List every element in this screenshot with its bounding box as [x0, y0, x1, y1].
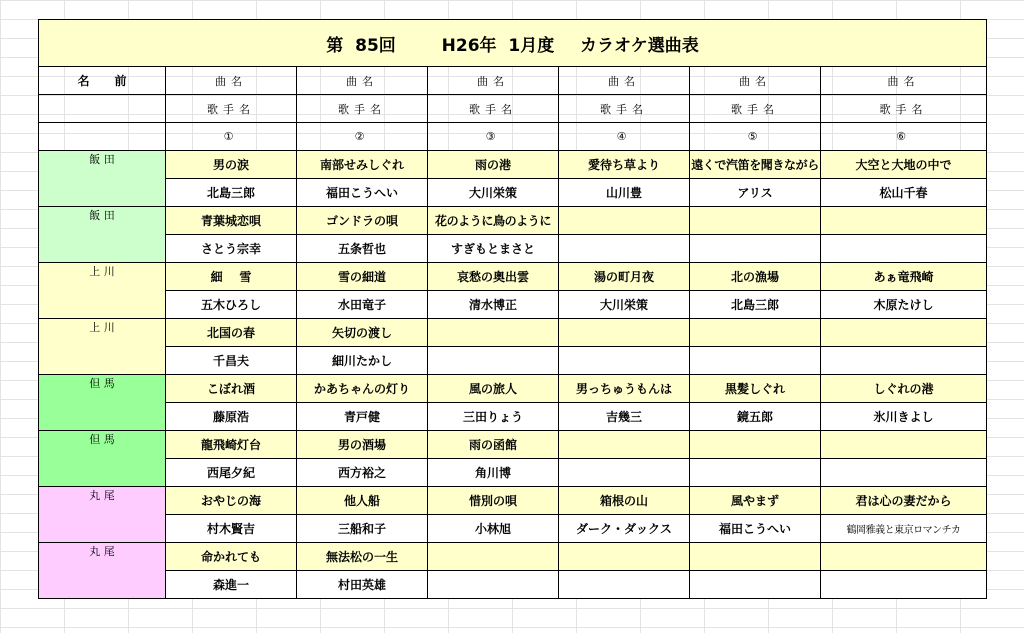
song-cell[interactable]: おやじの海	[166, 487, 297, 515]
artist-cell[interactable]	[559, 347, 690, 375]
song-cell[interactable]: こぼれ酒	[166, 375, 297, 403]
artist-cell[interactable]	[559, 235, 690, 263]
artist-cell[interactable]: 吉幾三	[559, 403, 690, 431]
member-name-cell[interactable]: 飯 田	[39, 207, 166, 263]
artist-cell[interactable]: 森進一	[166, 571, 297, 599]
song-cell[interactable]: 男の酒場	[297, 431, 428, 459]
artist-cell[interactable]: ダーク・ダックス	[559, 515, 690, 543]
artist-header-2[interactable]: 歌手名	[297, 95, 428, 123]
song-cell[interactable]: 南部せみしぐれ	[297, 151, 428, 179]
song-cell[interactable]	[821, 319, 987, 347]
member-name-cell[interactable]: 丸 尾	[39, 487, 166, 543]
column-number-1[interactable]: ①	[166, 123, 297, 151]
song-cell[interactable]: 大空と大地の中で	[821, 151, 987, 179]
song-header-5[interactable]: 曲名	[690, 67, 821, 95]
artist-cell[interactable]: 村田英雄	[297, 571, 428, 599]
artist-cell[interactable]: 福田こうへい	[690, 515, 821, 543]
song-cell[interactable]	[559, 431, 690, 459]
artist-cell[interactable]: 木原たけし	[821, 291, 987, 319]
artist-cell[interactable]: 細川たかし	[297, 347, 428, 375]
artist-cell[interactable]	[559, 571, 690, 599]
artist-cell[interactable]: 三船和子	[297, 515, 428, 543]
song-cell[interactable]	[821, 543, 987, 571]
title-round: 第 85回	[326, 35, 396, 56]
sheet-title[interactable]	[39, 20, 987, 67]
song-cell[interactable]: ゴンドラの唄	[297, 207, 428, 235]
artist-cell[interactable]: 藤原浩	[166, 403, 297, 431]
artist-cell[interactable]: 角川博	[428, 459, 559, 487]
song-header-1[interactable]: 曲名	[166, 67, 297, 95]
column-number-4[interactable]: ④	[559, 123, 690, 151]
member-name-cell[interactable]: 飯 田	[39, 151, 166, 207]
karaoke-sheet	[38, 19, 987, 599]
artist-cell[interactable]	[690, 571, 821, 599]
artist-cell[interactable]: 三田りょう	[428, 403, 559, 431]
song-cell[interactable]	[821, 431, 987, 459]
song-cell[interactable]: 花のように鳥のように	[428, 207, 559, 235]
song-cell[interactable]	[559, 543, 690, 571]
artist-cell[interactable]: アリス	[690, 179, 821, 207]
song-cell[interactable]: 青葉城恋唄	[166, 207, 297, 235]
artist-header-6[interactable]: 歌手名	[821, 95, 987, 123]
artist-cell[interactable]: 大川栄策	[428, 179, 559, 207]
song-cell[interactable]: 惜別の唄	[428, 487, 559, 515]
song-cell[interactable]: 雪の細道	[297, 263, 428, 291]
song-cell[interactable]: 他人船	[297, 487, 428, 515]
column-number-3[interactable]: ③	[428, 123, 559, 151]
artist-cell[interactable]	[821, 347, 987, 375]
song-cell[interactable]: 北国の春	[166, 319, 297, 347]
song-cell[interactable]	[821, 207, 987, 235]
artist-header-3[interactable]: 歌手名	[428, 95, 559, 123]
header-blank-cell[interactable]	[39, 95, 166, 123]
song-cell[interactable]: 愛待ち草より	[559, 151, 690, 179]
column-number-2[interactable]: ②	[297, 123, 428, 151]
artist-cell[interactable]: 五木ひろし	[166, 291, 297, 319]
song-cell[interactable]: 細 雪	[166, 263, 297, 291]
column-number-5[interactable]: ⑤	[690, 123, 821, 151]
artist-cell[interactable]: すぎもとまさと	[428, 235, 559, 263]
artist-header-1[interactable]: 歌手名	[166, 95, 297, 123]
artist-header-5[interactable]: 歌手名	[690, 95, 821, 123]
artist-cell[interactable]: 小林旭	[428, 515, 559, 543]
artist-cell[interactable]: 鶴岡雅義と東京ロマンチカ	[821, 515, 987, 543]
title-name: カラオケ選曲表	[580, 35, 699, 56]
song-cell[interactable]: 男っちゅうもんは	[559, 375, 690, 403]
artist-cell[interactable]	[559, 459, 690, 487]
song-header-2[interactable]: 曲名	[297, 67, 428, 95]
song-cell[interactable]: 北の漁場	[690, 263, 821, 291]
header-blank-cell[interactable]	[39, 123, 166, 151]
song-cell[interactable]	[690, 431, 821, 459]
artist-cell[interactable]: 北島三郎	[166, 179, 297, 207]
song-cell[interactable]	[428, 543, 559, 571]
song-cell[interactable]: 風やまず	[690, 487, 821, 515]
artist-cell[interactable]: 鏡五郎	[690, 403, 821, 431]
member-name-cell[interactable]: 上 川	[39, 319, 166, 375]
song-cell[interactable]: 男の涙	[166, 151, 297, 179]
artist-cell[interactable]: 西尾夕紀	[166, 459, 297, 487]
member-name-cell[interactable]: 上 川	[39, 263, 166, 319]
song-cell[interactable]: 哀愁の奥出雲	[428, 263, 559, 291]
artist-cell[interactable]: 千昌夫	[166, 347, 297, 375]
song-cell[interactable]: 命かれても	[166, 543, 297, 571]
song-header-6[interactable]: 曲名	[821, 67, 987, 95]
song-cell[interactable]	[428, 319, 559, 347]
artist-cell[interactable]	[690, 459, 821, 487]
artist-cell[interactable]	[821, 571, 987, 599]
song-cell[interactable]: 風の旅人	[428, 375, 559, 403]
artist-cell[interactable]: 大川栄策	[559, 291, 690, 319]
artist-cell[interactable]: 松山千春	[821, 179, 987, 207]
title-date: H26年 1月度	[441, 35, 555, 56]
song-cell[interactable]: 雨の港	[428, 151, 559, 179]
song-cell[interactable]: 龍飛崎灯台	[166, 431, 297, 459]
song-cell[interactable]: 箱根の山	[559, 487, 690, 515]
artist-cell[interactable]: 氷川きよし	[821, 403, 987, 431]
member-name-cell[interactable]: 丸 尾	[39, 543, 166, 599]
artist-cell[interactable]: さとう宗幸	[166, 235, 297, 263]
artist-cell[interactable]: 山川豊	[559, 179, 690, 207]
song-cell[interactable]	[690, 319, 821, 347]
artist-header-4[interactable]: 歌手名	[559, 95, 690, 123]
song-header-4[interactable]: 曲名	[559, 67, 690, 95]
artist-cell[interactable]	[821, 459, 987, 487]
artist-cell[interactable]: 西方裕之	[297, 459, 428, 487]
artist-cell[interactable]: 青戸健	[297, 403, 428, 431]
artist-cell[interactable]	[428, 347, 559, 375]
song-cell[interactable]: 矢切の渡し	[297, 319, 428, 347]
song-cell[interactable]: 君は心の妻だから	[821, 487, 987, 515]
song-cell[interactable]	[690, 207, 821, 235]
song-cell[interactable]: 雨の函館	[428, 431, 559, 459]
song-cell[interactable]	[559, 207, 690, 235]
artist-cell[interactable]: 水田竜子	[297, 291, 428, 319]
artist-cell[interactable]: 北島三郎	[690, 291, 821, 319]
artist-cell[interactable]: 村木賢吉	[166, 515, 297, 543]
artist-cell[interactable]	[821, 235, 987, 263]
artist-cell[interactable]: 清水博正	[428, 291, 559, 319]
song-cell[interactable]: 遠くで汽笛を聞きながら	[690, 151, 821, 179]
artist-cell[interactable]: 福田こうへい	[297, 179, 428, 207]
artist-cell[interactable]: 五条哲也	[297, 235, 428, 263]
song-header-3[interactable]: 曲名	[428, 67, 559, 95]
column-number-6[interactable]: ⑥	[821, 123, 987, 151]
artist-cell[interactable]	[690, 235, 821, 263]
song-cell[interactable]: 無法松の一生	[297, 543, 428, 571]
song-cell[interactable]	[559, 319, 690, 347]
song-cell[interactable]: かあちゃんの灯り	[297, 375, 428, 403]
member-name-cell[interactable]: 但 馬	[39, 375, 166, 431]
song-cell[interactable]: しぐれの港	[821, 375, 987, 403]
song-cell[interactable]	[690, 543, 821, 571]
name-header[interactable]: 名 前	[39, 67, 166, 95]
artist-cell[interactable]	[690, 347, 821, 375]
song-cell[interactable]: あぁ竜飛崎	[821, 263, 987, 291]
song-cell[interactable]: 黒髪しぐれ	[690, 375, 821, 403]
artist-cell[interactable]	[428, 571, 559, 599]
member-name-cell[interactable]: 但 馬	[39, 431, 166, 487]
song-cell[interactable]: 湯の町月夜	[559, 263, 690, 291]
